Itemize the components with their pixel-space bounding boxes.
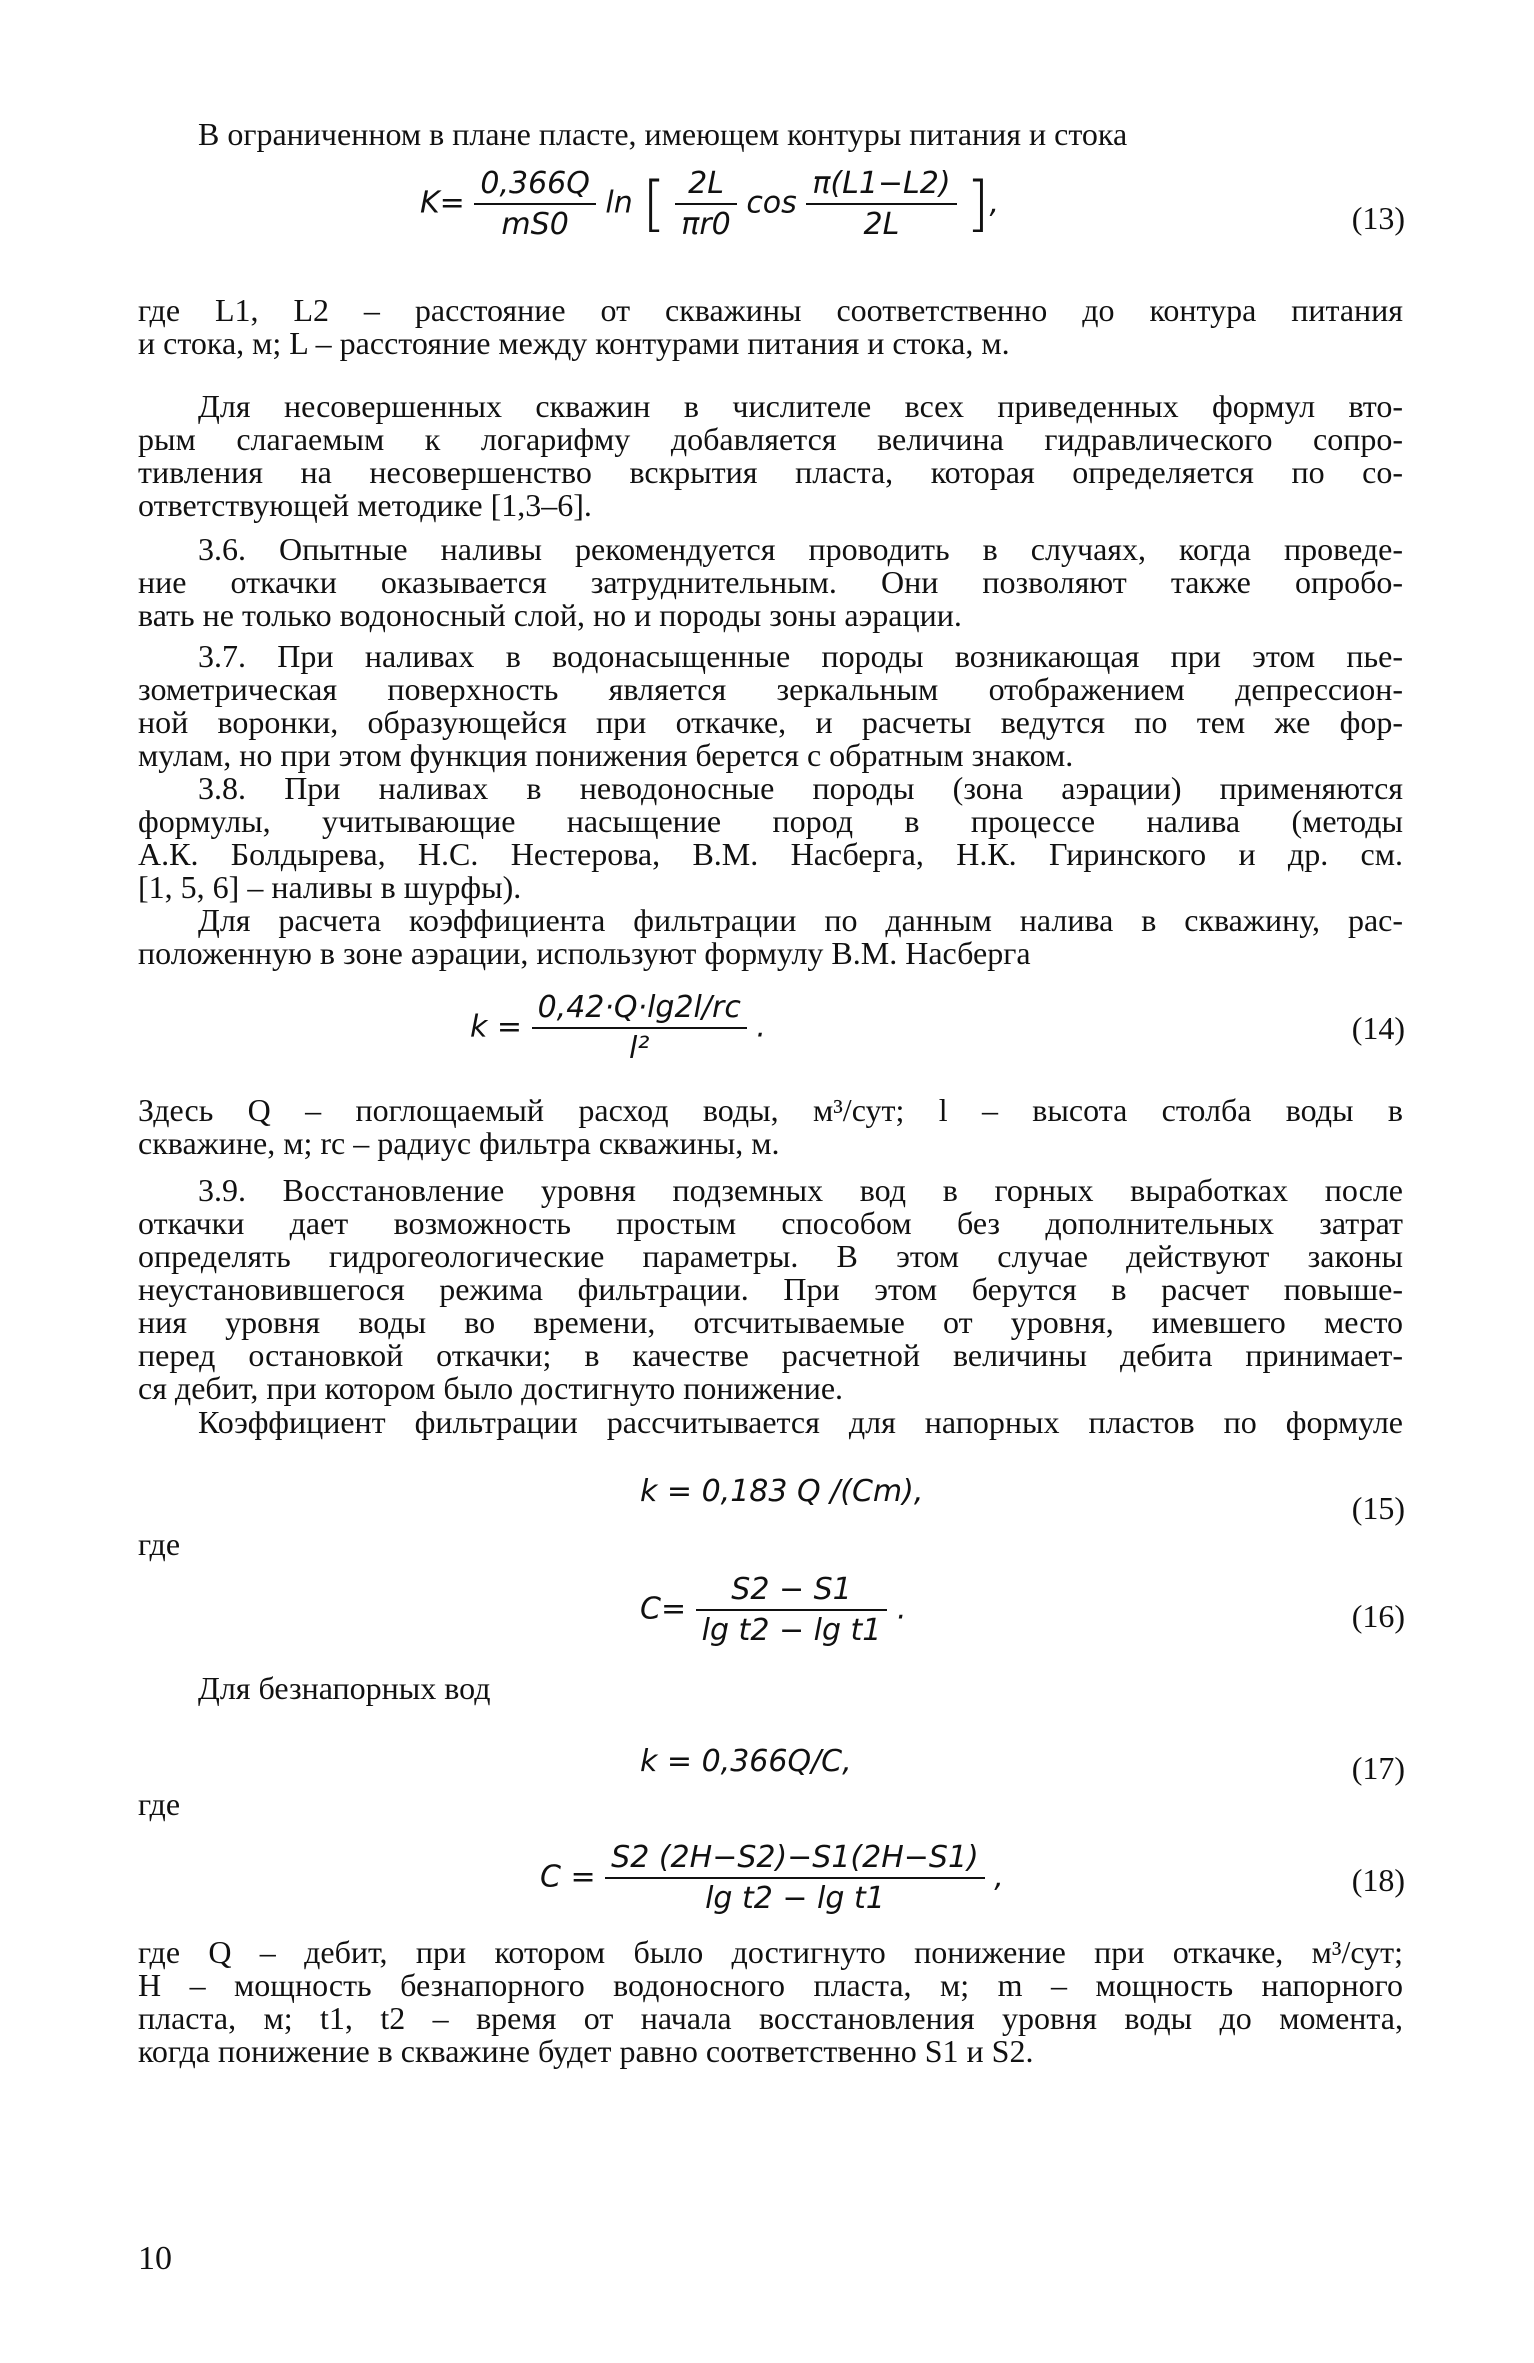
where-13-line-1: где L1, L2 – расстояние от скважины соответственно до контура питания xyxy=(138,292,1403,328)
page-number: 10 xyxy=(138,2240,172,2277)
where-13-line-2: и стока, м; L – расстояние между контурами питания и стока, м. xyxy=(138,325,1010,361)
formula-13: K= $\frac{0,366Q}{mS0}$ ln [ $\frac{2L}{\pi r0}$ cos $\frac{\pi(L1-L2)}{2L}$ ], xyxy=(420,166,1000,242)
final-where-line-3: пласта, м; t1, t2 – время от начала восстановления уровня воды до момента, xyxy=(138,2000,1403,2036)
formula-13-frac2: $\frac{2L}{\pi r0}$ xyxy=(675,166,736,242)
formula-18-lhs: C = xyxy=(540,1859,596,1895)
formula-16-lhs: C= xyxy=(640,1591,687,1627)
section-3-9-line-3: определять гидрогеологические параметры. В этом случае действуют законы xyxy=(138,1238,1403,1274)
free-flow-label: Для безнапорных вод xyxy=(198,1670,491,1706)
formula-14-lhs: k = xyxy=(470,1009,523,1045)
here-line-1: Здесь Q – поглощаемый расход воды, м³/сут; l – высота столба воды в xyxy=(138,1092,1403,1128)
formula-15: k = 0,183 Q /(Cm), xyxy=(640,1474,924,1509)
nasberg-line-1: Для расчета коэффициента фильтрации по данным налива в скважину, рас- xyxy=(198,902,1403,938)
formula-14: k = $\frac{0,42\cdot Q\cdot\lg 2l/rc}{\text{l²}}$ . xyxy=(470,990,766,1066)
equation-number-17: (17) xyxy=(1351,1750,1405,1786)
section-3-7-line-3: ной воронки, образующейся при откачке, и расчеты ведутся по тем же фор- xyxy=(138,704,1403,740)
section-3-7-line-1: 3.7. При наливах в водонасыщенные породы возникающая при этом пье- xyxy=(198,638,1403,674)
here-line-2: скважине, м; rc – радиус фильтра скважины, м. xyxy=(138,1125,780,1161)
formula-13-frac1: $\frac{0,366Q}{mS0}$ xyxy=(474,166,596,242)
section-3-8-line-1: 3.8. При наливах в неводоносные породы (зона аэрации) применяются xyxy=(198,770,1403,806)
final-where-line-4: когда понижение в скважине будет равно соответственно S1 и S2. xyxy=(138,2033,1034,2069)
final-where-line-2: H – мощность безнапорного водоносного пласта, м; m – мощность напорного xyxy=(138,1967,1403,2003)
nasberg-line-2: положенную в зоне аэрации, используют формулу В.М. Насберга xyxy=(138,935,1031,971)
section-3-7-line-2: зометрическая поверхность является зеркальным отображением депрессион- xyxy=(138,671,1403,707)
equation-number-16: (16) xyxy=(1351,1598,1405,1634)
formula-18: C = $\frac{S2 (2H-S2)-S1(2H-S1)}{\text{lg t2 − lg t1}}$ , xyxy=(540,1840,1004,1916)
section-3-6-line-2: ние откачки оказывается затруднительным. Они позволяют также опробо- xyxy=(138,564,1403,600)
section-3-6-line-3: вать не только водоносный слой, но и породы зоны аэрации. xyxy=(138,597,962,633)
formula-18-frac: $\frac{S2 (2H-S2)-S1(2H-S1)}{\text{lg t2 − lg t1}}$ xyxy=(605,1840,985,1916)
coef-line: Коэффициент фильтрации рассчитывается для напорных пластов по формуле xyxy=(198,1404,1403,1440)
formula-17: k = 0,366Q/C, xyxy=(640,1744,852,1779)
section-3-8-line-2: формулы, учитывающие насыщение пород в процессе налива (методы xyxy=(138,803,1403,839)
section-3-9-line-5: ния уровня воды во времени, отсчитываемые от уровня, имевшего место xyxy=(138,1304,1403,1340)
imperfect-line-2: рым слагаемым к логарифму добавляется величина гидравлического сопро- xyxy=(138,421,1403,457)
final-where-line-1: где Q – дебит, при котором было достигнуто понижение при откачке, м³/сут; xyxy=(138,1934,1403,1970)
formula-13-frac3: $\frac{\pi(L1-L2)}{2L}$ xyxy=(806,166,956,242)
equation-number-13: (13) xyxy=(1351,200,1405,236)
formula-13-lhs: K= xyxy=(420,185,465,221)
imperfect-line-4: ответствующей методике [1,3–6]. xyxy=(138,487,592,523)
section-3-9-line-4: неустановившегося режима фильтрации. При этом берутся в расчет повыше- xyxy=(138,1271,1403,1307)
section-3-7-line-4: мулам, но при этом функция понижения берется с обратным знаком. xyxy=(138,737,1074,773)
imperfect-line-1: Для несовершенных скважин в числителе всех приведенных формул вто- xyxy=(198,388,1403,424)
intro-text: В ограниченном в плане пласте, имеющем контуры питания и стока xyxy=(198,116,1128,152)
section-3-9-line-6: перед остановкой откачки; в качестве расчетной величины дебита принимает- xyxy=(138,1337,1403,1373)
equation-number-18: (18) xyxy=(1351,1862,1405,1898)
formula-13-ln: ln xyxy=(605,185,633,221)
where-label-1: где xyxy=(138,1526,181,1562)
imperfect-line-3: тивления на несовершенство вскрытия пласта, которая определяется по со- xyxy=(138,454,1403,490)
section-3-8-line-3: А.К. Болдырева, Н.С. Нестерова, В.М. Насберга, Н.К. Гиринского и др. см. xyxy=(138,836,1403,872)
section-3-6-line-1: 3.6. Опытные наливы рекомендуется проводить в случаях, когда проведе- xyxy=(198,531,1403,567)
section-3-9-line-1: 3.9. Восстановление уровня подземных вод в горных выработках после xyxy=(198,1172,1403,1208)
equation-number-14: (14) xyxy=(1351,1010,1405,1046)
where-label-2: где xyxy=(138,1786,181,1822)
formula-14-frac: $\frac{0,42\cdot Q\cdot\lg 2l/rc}{\text{l²}}$ xyxy=(532,990,747,1066)
section-3-8-line-4: [1, 5, 6] – наливы в шурфы). xyxy=(138,869,522,905)
section-3-9-line-7: ся дебит, при котором было достигнуто понижение. xyxy=(138,1370,844,1406)
formula-16: C= $\frac{S2 - S1}{\text{lg t2 − lg t1}}$ . xyxy=(640,1572,907,1648)
formula-16-frac: $\frac{S2 - S1}{\text{lg t2 − lg t1}}$ xyxy=(696,1572,888,1648)
section-3-9-line-2: откачки дает возможность простым способом без дополнительных затрат xyxy=(138,1205,1403,1241)
equation-number-15: (15) xyxy=(1351,1490,1405,1526)
formula-13-cos: cos xyxy=(746,185,797,221)
